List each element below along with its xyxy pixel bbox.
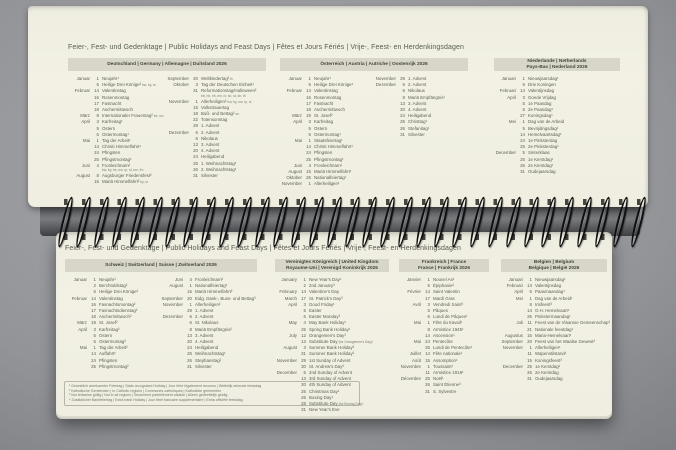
holiday-row: 2 2nd January³ <box>303 283 335 289</box>
holiday-row: 5 1e Paasdag <box>522 100 552 106</box>
holiday-row: November 1 Allerheiligen¹ <box>502 345 561 351</box>
holiday-row: März 8 Internationaler Frauentag²be, mv <box>80 113 164 119</box>
holiday-row: Februari 14 Valentijnsdag <box>506 283 562 289</box>
holiday-row: 17 Fastnacht <box>306 100 334 106</box>
holiday-row: 26 Stephanstag² <box>187 357 222 363</box>
holiday-row: 17 Mardi Gras <box>425 295 455 301</box>
section-austria <box>280 58 468 188</box>
country-header-austria: Österreich | Austria | Autriche | Oostenrijk 2026 <box>280 58 468 71</box>
country-header-netherlands: Niederlande | Netherlands Pays-Bas | Nederland 2026 <box>494 58 620 71</box>
holiday-row: 18 Aschermittwoch <box>306 107 345 113</box>
holiday-row: 8 Armistice 1945¹ <box>427 326 464 332</box>
holiday-row: 20 4. Advent <box>193 148 220 154</box>
holiday-row: Janvier 1 Nouvel An¹ <box>406 277 455 282</box>
holiday-row: 22 Totensonntag <box>193 117 228 123</box>
holiday-row: April 3 Goede Vrijdag <box>507 94 556 100</box>
holiday-row: 11 Wapenstilstand¹ <box>527 351 567 357</box>
holiday-row: Juni 4 Fronleichnam² bw, by, he, nw, rp, sl, sn³, th³ <box>81 162 144 173</box>
holiday-row: 5 Ostern <box>93 332 113 338</box>
holiday-row: 26 Boxing Day¹ <box>301 394 333 400</box>
holiday-row: 15 Mariä Himmelfahrt² <box>187 289 233 295</box>
holiday-row: September 20 Eidg. Dank-, Buss- und Bettag³ <box>161 295 256 301</box>
holiday-row: Februar 14 Valentinstag <box>286 88 338 94</box>
holiday-row: 5 Pâques <box>427 308 448 314</box>
holiday-list <box>494 76 620 175</box>
holiday-list <box>374 76 468 188</box>
holiday-row: Februar 14 Valentinstag <box>74 88 126 94</box>
holiday-row: 6 Nikolaus <box>195 135 218 141</box>
holiday-row: 8 Mariä Empfängnis² <box>189 326 232 332</box>
holiday-row: September 20 Weltkindertag²th <box>167 76 233 81</box>
holiday-row: November 1 Allerheiligen² <box>162 301 221 307</box>
holiday-row: Août 15 Assomption¹ <box>411 357 458 363</box>
holiday-row: 17 Fastnacht <box>94 100 122 106</box>
holiday-row: 31 New Year's Eve <box>301 407 340 413</box>
holiday-row: März 19 St. Josef² <box>292 113 333 119</box>
holiday-row: 25 Pfingstmontag¹ <box>94 156 132 162</box>
holiday-row: August 8 Augsburger Friedensfest² <box>76 172 152 178</box>
holiday-row: Novembre 1 Toussaint¹ <box>400 363 454 369</box>
top-sections <box>28 58 648 188</box>
spiral-binding <box>62 196 642 248</box>
holiday-list <box>280 76 374 188</box>
bottom-page <box>56 232 612 416</box>
holiday-row: September 20 Feest van het Waalse Gewest³ <box>501 339 595 345</box>
holiday-row: Décembre 25 Noël¹ <box>400 376 444 382</box>
holiday-row: 13 3. Advent <box>187 332 214 338</box>
holiday-row: Mai 24 Pentecôte <box>413 339 453 345</box>
holiday-row: Mai 1 Fête du travail¹ <box>413 320 463 326</box>
holiday-row: 18 Buß- und Bettag²sn <box>193 110 239 116</box>
holiday-row: Januar 1 Neujahr¹ <box>76 76 119 81</box>
holiday-row: 24 Pfingsten <box>91 357 118 363</box>
holiday-row: December 25 1e Kerstdag¹ <box>502 363 561 369</box>
holiday-row: 20 4. Advent <box>400 107 427 113</box>
holiday-row: Mei 1 Dag van de Arbeid <box>508 119 565 125</box>
holiday-row: April 3 Karfreitag <box>293 119 334 125</box>
holiday-row: 16 Rosenmontag <box>94 94 130 100</box>
holiday-row: 17 Fasnachtsdienstag² <box>91 308 138 314</box>
holiday-row: Januar 1 Neujahr¹ <box>73 277 116 282</box>
holiday-row: November 1 Allerheiligen¹ <box>281 181 340 187</box>
holiday-row: 15 Koningsfeest³ <box>527 357 562 363</box>
holiday-row: November 29 1. Advent <box>375 76 427 81</box>
holiday-list <box>68 76 167 185</box>
holiday-row: 26 Stefanitag¹ <box>400 125 430 131</box>
holiday-row: August 1 Nationalfeiertag¹ <box>169 283 228 289</box>
holiday-row: 6 Easter Monday³ <box>303 314 340 320</box>
holiday-row: July 12 Orangemen's Day³ <box>289 332 346 338</box>
holiday-row: März 19 St. Josef² <box>77 320 118 326</box>
holiday-row: Juli 11 Feest van de Vlaamse Gemeenschap³ <box>516 320 610 326</box>
holiday-list <box>167 76 266 185</box>
holiday-list <box>501 277 611 382</box>
holiday-row: 13 3. Advent <box>400 100 427 106</box>
holiday-row: 31 Summer Bank Holiday³ <box>301 351 355 357</box>
holiday-row: 24 Heiligabend <box>193 154 225 160</box>
holiday-row: Mai 1 Tag der Arbeit² <box>79 345 128 351</box>
holiday-row: 25 Spring Bank Holiday¹ <box>301 326 351 332</box>
holiday-row: 6 St. Nikolaus <box>189 320 219 326</box>
holiday-row: 31 Silvester <box>400 131 425 137</box>
holiday-row: 6 Heilige Drei Könige²bw, by, st <box>96 82 156 88</box>
holiday-row: Februari 14 Valentijnsdag <box>499 88 555 94</box>
holiday-row: Mai 1 Tag der Arbeit¹ <box>82 138 131 144</box>
holiday-row: April 6 Paasmaandag¹ <box>514 289 565 295</box>
holiday-row: 31 S. Sylvestre <box>425 388 457 394</box>
holiday-row: Dezember 6 2. Advent <box>168 129 220 135</box>
holiday-row: 6 Heilige Drei Könige¹ <box>308 82 354 88</box>
page-title: Feier-, Fest- und Gedenktage | Public Holidays and Feast Days | Fêtes et Jours Fériés | Vrije-, Feest- en Herdenkingsdagen <box>65 245 461 252</box>
footnotes-box <box>64 381 360 406</box>
holiday-row: 25 1e Kerstdag¹ <box>520 156 554 162</box>
holiday-row: 21 Nationale feestdag¹ <box>527 326 574 332</box>
holiday-row: 14 O.H. Hemelvaart¹ <box>527 308 570 314</box>
holiday-row: 25 Christtag¹ <box>400 119 428 125</box>
country-header-france: Frankreich | France France | Frankrijk 2026 <box>399 259 489 272</box>
holiday-row: 29 1. Advent <box>187 308 214 314</box>
holiday-row: 6 Épiphanie² <box>427 283 454 289</box>
holiday-row: 15 Volkstrauertag <box>193 104 230 110</box>
section-netherlands <box>494 58 620 175</box>
holiday-row: 6 Heilige Drei Könige² <box>93 289 139 295</box>
holiday-row: 6 Ostermontag¹ <box>308 131 341 137</box>
holiday-row: 14 Christi Himmelfahrt¹ <box>94 144 141 150</box>
holiday-row: 26 2e Kerstdag¹ <box>520 162 554 168</box>
holiday-row: Augustus 15 Maria-Hemelvaart¹ <box>504 332 572 338</box>
holiday-row: 25 2e Pinksterdag¹ <box>520 144 559 150</box>
holiday-row: 18 Aschermittwoch <box>94 107 133 113</box>
country-header-germany: Deutschland | Germany | Allemagne | Duitsland 2026 <box>68 58 266 71</box>
holiday-row: 31 Oudejaarsdag <box>527 376 563 382</box>
holiday-row: Dezember 6 2. Advent <box>162 314 214 320</box>
holiday-row: November 1 Allerheiligen²bw, by, nw, rp, sl <box>168 98 252 104</box>
holiday-row: 28 Substitute Day(for Boxing Day)¹ <box>301 401 364 407</box>
holiday-row: 6 2e Paasdag¹ <box>522 107 553 113</box>
holiday-row: 26 2e Kerstdag <box>527 370 559 376</box>
holiday-row: 6 Drie Koningen <box>522 82 556 88</box>
footnote-line: ³ Nur teilweise gültig | Not in all regions | Seulement partiellement valable | Alleen gedeeltelijk geldig <box>69 393 228 398</box>
holiday-row: March 17 St. Patrick's Day³ <box>284 295 343 301</box>
holiday-row: 14 Auffahrt¹ <box>91 351 116 357</box>
holiday-row: February 14 Valentine's Day <box>279 289 340 295</box>
holiday-row: December 5 Sinterklaas <box>495 150 550 156</box>
holiday-row: 29 1. Advent <box>193 123 220 129</box>
footnote-line: ² Katholische Gemeinden | In Catholic regions | Communes catholiques | Katholieke gemeenten <box>69 388 222 393</box>
holiday-row: 27 Koningsdag¹ <box>520 113 553 119</box>
holiday-row: 8 Mariä Empfängnis¹ <box>402 94 445 100</box>
holiday-row: Januar 1 Neujahr¹ <box>288 76 331 81</box>
footnote-line: ¹ Gesetzlich anerkannter Feiertag | State-recognised Holiday | Jour férié légalement reconnu | Wettelijk erkende feestdag <box>69 384 262 388</box>
holiday-row: 25 Pfingstmontag¹ <box>306 156 344 162</box>
holiday-row: 6 Ostermontag¹ <box>96 131 129 137</box>
holiday-row: April 3 Karfreitag¹ <box>81 119 123 125</box>
holiday-row: 16 Rosenmontag <box>306 94 342 100</box>
holiday-row: 30 St. Andrew's Day³ <box>301 363 344 369</box>
holiday-list <box>399 277 489 395</box>
holiday-row: August 15 Mariä Himmelfahrt¹ <box>288 169 352 175</box>
holiday-row: 25 Pinkstermaandag¹ <box>527 314 571 320</box>
holiday-row: 18 Aschermittwoch² <box>91 314 132 320</box>
section-germany <box>68 58 266 185</box>
country-header-switzerland: Schweiz | Switzerland | Suisse | Zwitserland 2026 <box>65 259 257 272</box>
holiday-row: 31 Silvester <box>193 172 218 178</box>
country-header-united-kingdom: Vereinigtes Königreich | United Kingdom Royaume-Uni | Verenigd Koninkrijk 2026 <box>275 259 389 272</box>
holiday-row: Januari 1 Nieuwjaarsdag¹ <box>501 76 559 81</box>
page-title: Feier-, Fest- und Gedenktage | Public Holidays and Feast Days | Fêtes et Jours Fériés | Vrije-, Feest- en Herdenkingsdagen <box>68 44 464 51</box>
holiday-list <box>65 277 161 370</box>
holiday-row: Oktober 26 Nationalfeiertag¹ <box>286 175 347 181</box>
holiday-row: 24 Pfingsten <box>94 150 121 156</box>
holiday-row: 2 Berchtoldstag² <box>93 283 128 289</box>
holiday-row: 20 4th Sunday of Advent <box>301 382 351 388</box>
country-header-belgium: Belgien | Belgium Belgique | België 2026 <box>501 259 607 272</box>
holiday-row: April 3 Karfreitag² <box>78 326 120 332</box>
footnote-line: ⁴ Zusätzlicher Bankfeiertag | Extra bank Holiday | Jour férié bancaire supplémentaire | Extra officiële feestdag <box>69 398 243 403</box>
holiday-row: Mei 1 Dag van de Arbeid¹ <box>515 295 573 301</box>
holiday-row: 6 Nikolaus <box>402 88 425 94</box>
holiday-row: May 4 May Bank Holiday¹ <box>288 320 346 326</box>
holiday-row: Januari 1 Nieuwjaarsdag¹ <box>508 277 566 282</box>
holiday-row: 14 Hemelvaartsdag¹ <box>520 131 562 137</box>
holiday-row: 25 Pfingstmontag² <box>91 363 129 369</box>
holiday-row: Dezember 6 2. Advent <box>375 82 427 88</box>
holiday-row: 26 2. Weihnachtstag¹ <box>193 166 237 172</box>
section-france <box>399 259 489 395</box>
holiday-row: 5 Ostern <box>96 125 116 131</box>
holiday-row: December 6 2nd Sunday of Advent <box>276 370 352 376</box>
holiday-row: January 1 New Year's Day¹ <box>281 277 342 282</box>
holiday-row: 13 3rd Sunday of Advent <box>301 376 351 382</box>
holiday-row: 24 Pfingsten <box>306 150 333 156</box>
holiday-row: Juni 4 Fronleichnam¹ <box>293 162 343 168</box>
holiday-row: 25 Weihnachtstag¹ <box>187 351 226 357</box>
holiday-row: 14 Ascension¹ <box>425 332 455 338</box>
holiday-row: 13 3. Advent <box>193 141 220 147</box>
holiday-row: Avril 3 Vendredi Saint³ <box>412 301 464 307</box>
holiday-row: 15 Mariä Himmelfahrt²by, sl <box>94 179 148 185</box>
holiday-row: April 3 Good Friday¹ <box>288 301 335 307</box>
holiday-row: 6 Lundi de Pâques¹ <box>427 314 468 320</box>
holiday-list <box>161 277 257 370</box>
holiday-row: 31 Reformationstag/Halloween² bb, hb, hh, mv, ni, sn, st, sh, th <box>193 88 257 98</box>
holiday-row: 8 Irisfeest³ <box>529 301 552 307</box>
holiday-row: 5 Ostern <box>308 125 328 131</box>
top-page <box>28 6 648 207</box>
holiday-row: Juillet 14 Fête nationale¹ <box>409 351 463 357</box>
holiday-row: 26 Saint Étienne³ <box>425 382 461 388</box>
holiday-row: Oktober 3 Tag der Deutschen Einheit¹ <box>173 82 254 88</box>
holiday-row: 25 Christmas Day¹ <box>301 388 340 394</box>
holiday-row: Februar 14 Valentinstag <box>71 295 123 301</box>
holiday-row: 20 4. Advent <box>187 339 214 345</box>
holiday-row: November 29 1st Sunday of Advent <box>276 357 351 363</box>
holiday-row: 25 Lundi de Pentecôte¹ <box>425 345 473 351</box>
holiday-row: 6 Ostermontag² <box>93 339 126 345</box>
holiday-row: Février 14 Saint Valentin <box>407 289 460 295</box>
holiday-row: 11 Armistice 1918¹ <box>425 370 464 376</box>
holiday-row: 5 Bevrijdingsdag¹ <box>522 125 559 131</box>
section-switzerland <box>65 259 257 370</box>
holiday-row: Mai 1 Staatsfeiertag¹ <box>294 138 343 144</box>
holiday-row: 13 Substitute Day(for Orangemen's Day)³ <box>301 339 374 345</box>
holiday-row: 24 Heiligabend <box>187 345 219 351</box>
holiday-row: 16 Fasnachtsmontag² <box>91 301 136 307</box>
holiday-row: 14 Christi Himmelfahrt¹ <box>306 144 353 150</box>
holiday-row: 24 1e Pinksterdag <box>520 138 558 144</box>
holiday-row: August 3 Summer Bank Holiday³ <box>283 345 355 351</box>
holiday-row: Juni 4 Fronleichnam² <box>174 277 224 282</box>
holiday-row: 31 Silvester <box>187 363 212 369</box>
holiday-row: 24 Heiligabend <box>400 113 432 119</box>
holiday-row: 25 1. Weihnachtstag¹ <box>193 160 237 166</box>
holiday-row: 5 Easter <box>303 308 322 314</box>
section-belgium <box>501 259 610 382</box>
holiday-row: 31 Oudejaarsdag <box>520 169 556 175</box>
